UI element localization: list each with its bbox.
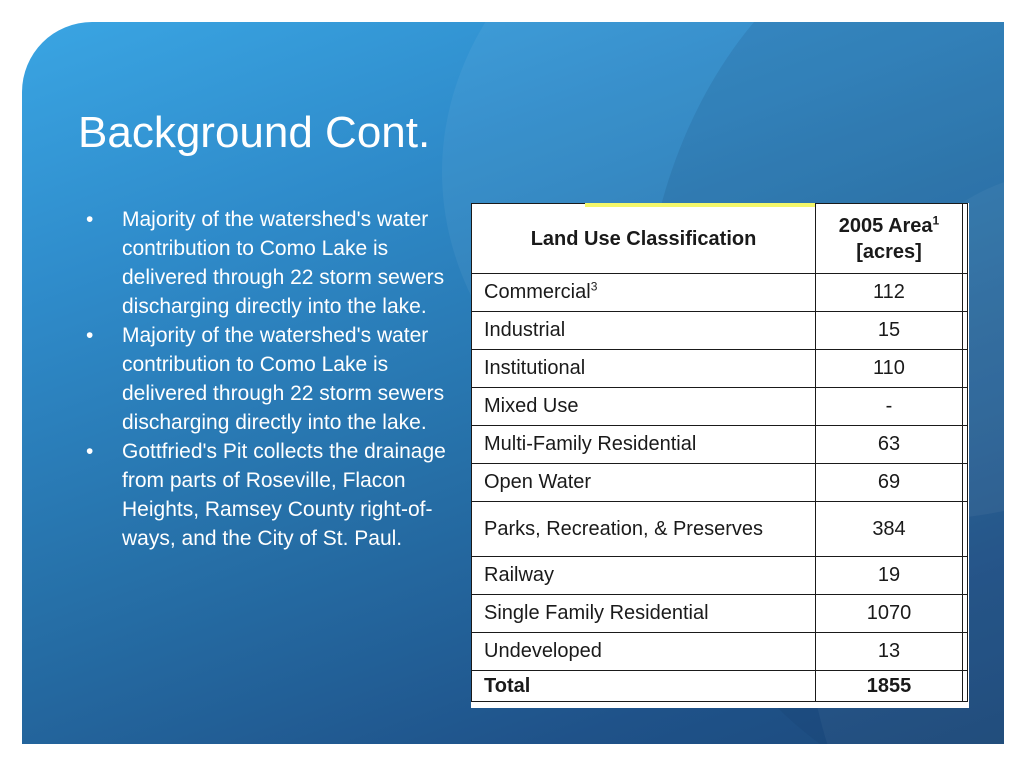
area-value: 384 xyxy=(816,502,963,557)
table-row xyxy=(472,557,968,595)
area-value: 63 xyxy=(816,426,963,464)
header-land-use-classification: Land Use Classification xyxy=(472,204,816,274)
table-header-row xyxy=(472,204,968,274)
total-value: 1855 xyxy=(816,671,963,702)
table-row xyxy=(472,274,968,312)
highlight-strip xyxy=(585,203,815,207)
bullet-text: Gottfried's Pit collects the drainage from parts of Roseville, Flacon Heights, Ramsey County right-of-ways, and the City of St. Paul. xyxy=(122,440,446,550)
table-edge-cell xyxy=(963,204,968,274)
area-value: 13 xyxy=(816,633,963,671)
table-row xyxy=(472,464,968,502)
land-use-label: Institutional xyxy=(472,350,816,388)
table-edge-cell xyxy=(963,388,968,426)
table-edge-cell xyxy=(963,671,968,702)
header-area-label: 2005 Area xyxy=(838,214,933,237)
table-total-row xyxy=(472,671,968,702)
table-edge-cell xyxy=(963,502,968,557)
land-use-table xyxy=(471,203,968,702)
area-value: - xyxy=(816,388,963,426)
table-edge-cell xyxy=(963,464,968,502)
table-row xyxy=(472,312,968,350)
land-use-footnote: 3 xyxy=(590,279,598,294)
table-edge-cell xyxy=(963,274,968,312)
bullet-icon: • xyxy=(86,440,94,463)
table-edge-cell xyxy=(963,633,968,671)
bullet-item xyxy=(86,321,471,437)
table-edge-cell xyxy=(963,595,968,633)
land-use-label: Undeveloped xyxy=(472,633,816,671)
land-use-label: Multi-Family Residential xyxy=(472,426,816,464)
table-edge-cell xyxy=(963,312,968,350)
land-use-label: Railway xyxy=(472,557,816,595)
bullet-text: Majority of the watershed's water contribution to Como Lake is delivered through 22 storm sewers discharging directly into the lake. xyxy=(122,324,445,434)
table-edge-cell xyxy=(963,557,968,595)
bullet-item xyxy=(86,437,471,553)
header-area-unit: [acres] xyxy=(856,240,922,263)
land-use-label: Industrial xyxy=(472,312,816,350)
bullet-icon: • xyxy=(86,208,94,231)
land-use-label xyxy=(472,274,816,312)
table-edge-cell xyxy=(963,350,968,388)
area-value: 19 xyxy=(816,557,963,595)
total-label: Total xyxy=(472,671,816,702)
header-2005-area xyxy=(816,204,963,274)
land-use-label-text: Commercial xyxy=(484,281,591,303)
slide-title: Background Cont. xyxy=(78,108,431,157)
table-row xyxy=(472,426,968,464)
area-value: 69 xyxy=(816,464,963,502)
table-row xyxy=(472,633,968,671)
land-use-label: Parks, Recreation, & Preserves xyxy=(472,502,816,557)
land-use-label: Single Family Residential xyxy=(472,595,816,633)
area-value: 110 xyxy=(816,350,963,388)
header-area-footnote: 1 xyxy=(932,212,940,227)
area-value: 15 xyxy=(816,312,963,350)
table-edge-cell xyxy=(963,426,968,464)
area-value: 1070 xyxy=(816,595,963,633)
land-use-label: Mixed Use xyxy=(472,388,816,426)
bullet-text: Majority of the watershed's water contribution to Como Lake is delivered through 22 storm sewers discharging directly into the lake. xyxy=(122,208,445,318)
table-row xyxy=(472,502,968,557)
table-row xyxy=(472,388,968,426)
table-row xyxy=(472,350,968,388)
area-value: 112 xyxy=(816,274,963,312)
table-row xyxy=(472,595,968,633)
land-use-label: Open Water xyxy=(472,464,816,502)
bullet-item xyxy=(86,205,471,321)
bullet-list xyxy=(86,205,471,553)
bullet-icon: • xyxy=(86,324,94,347)
